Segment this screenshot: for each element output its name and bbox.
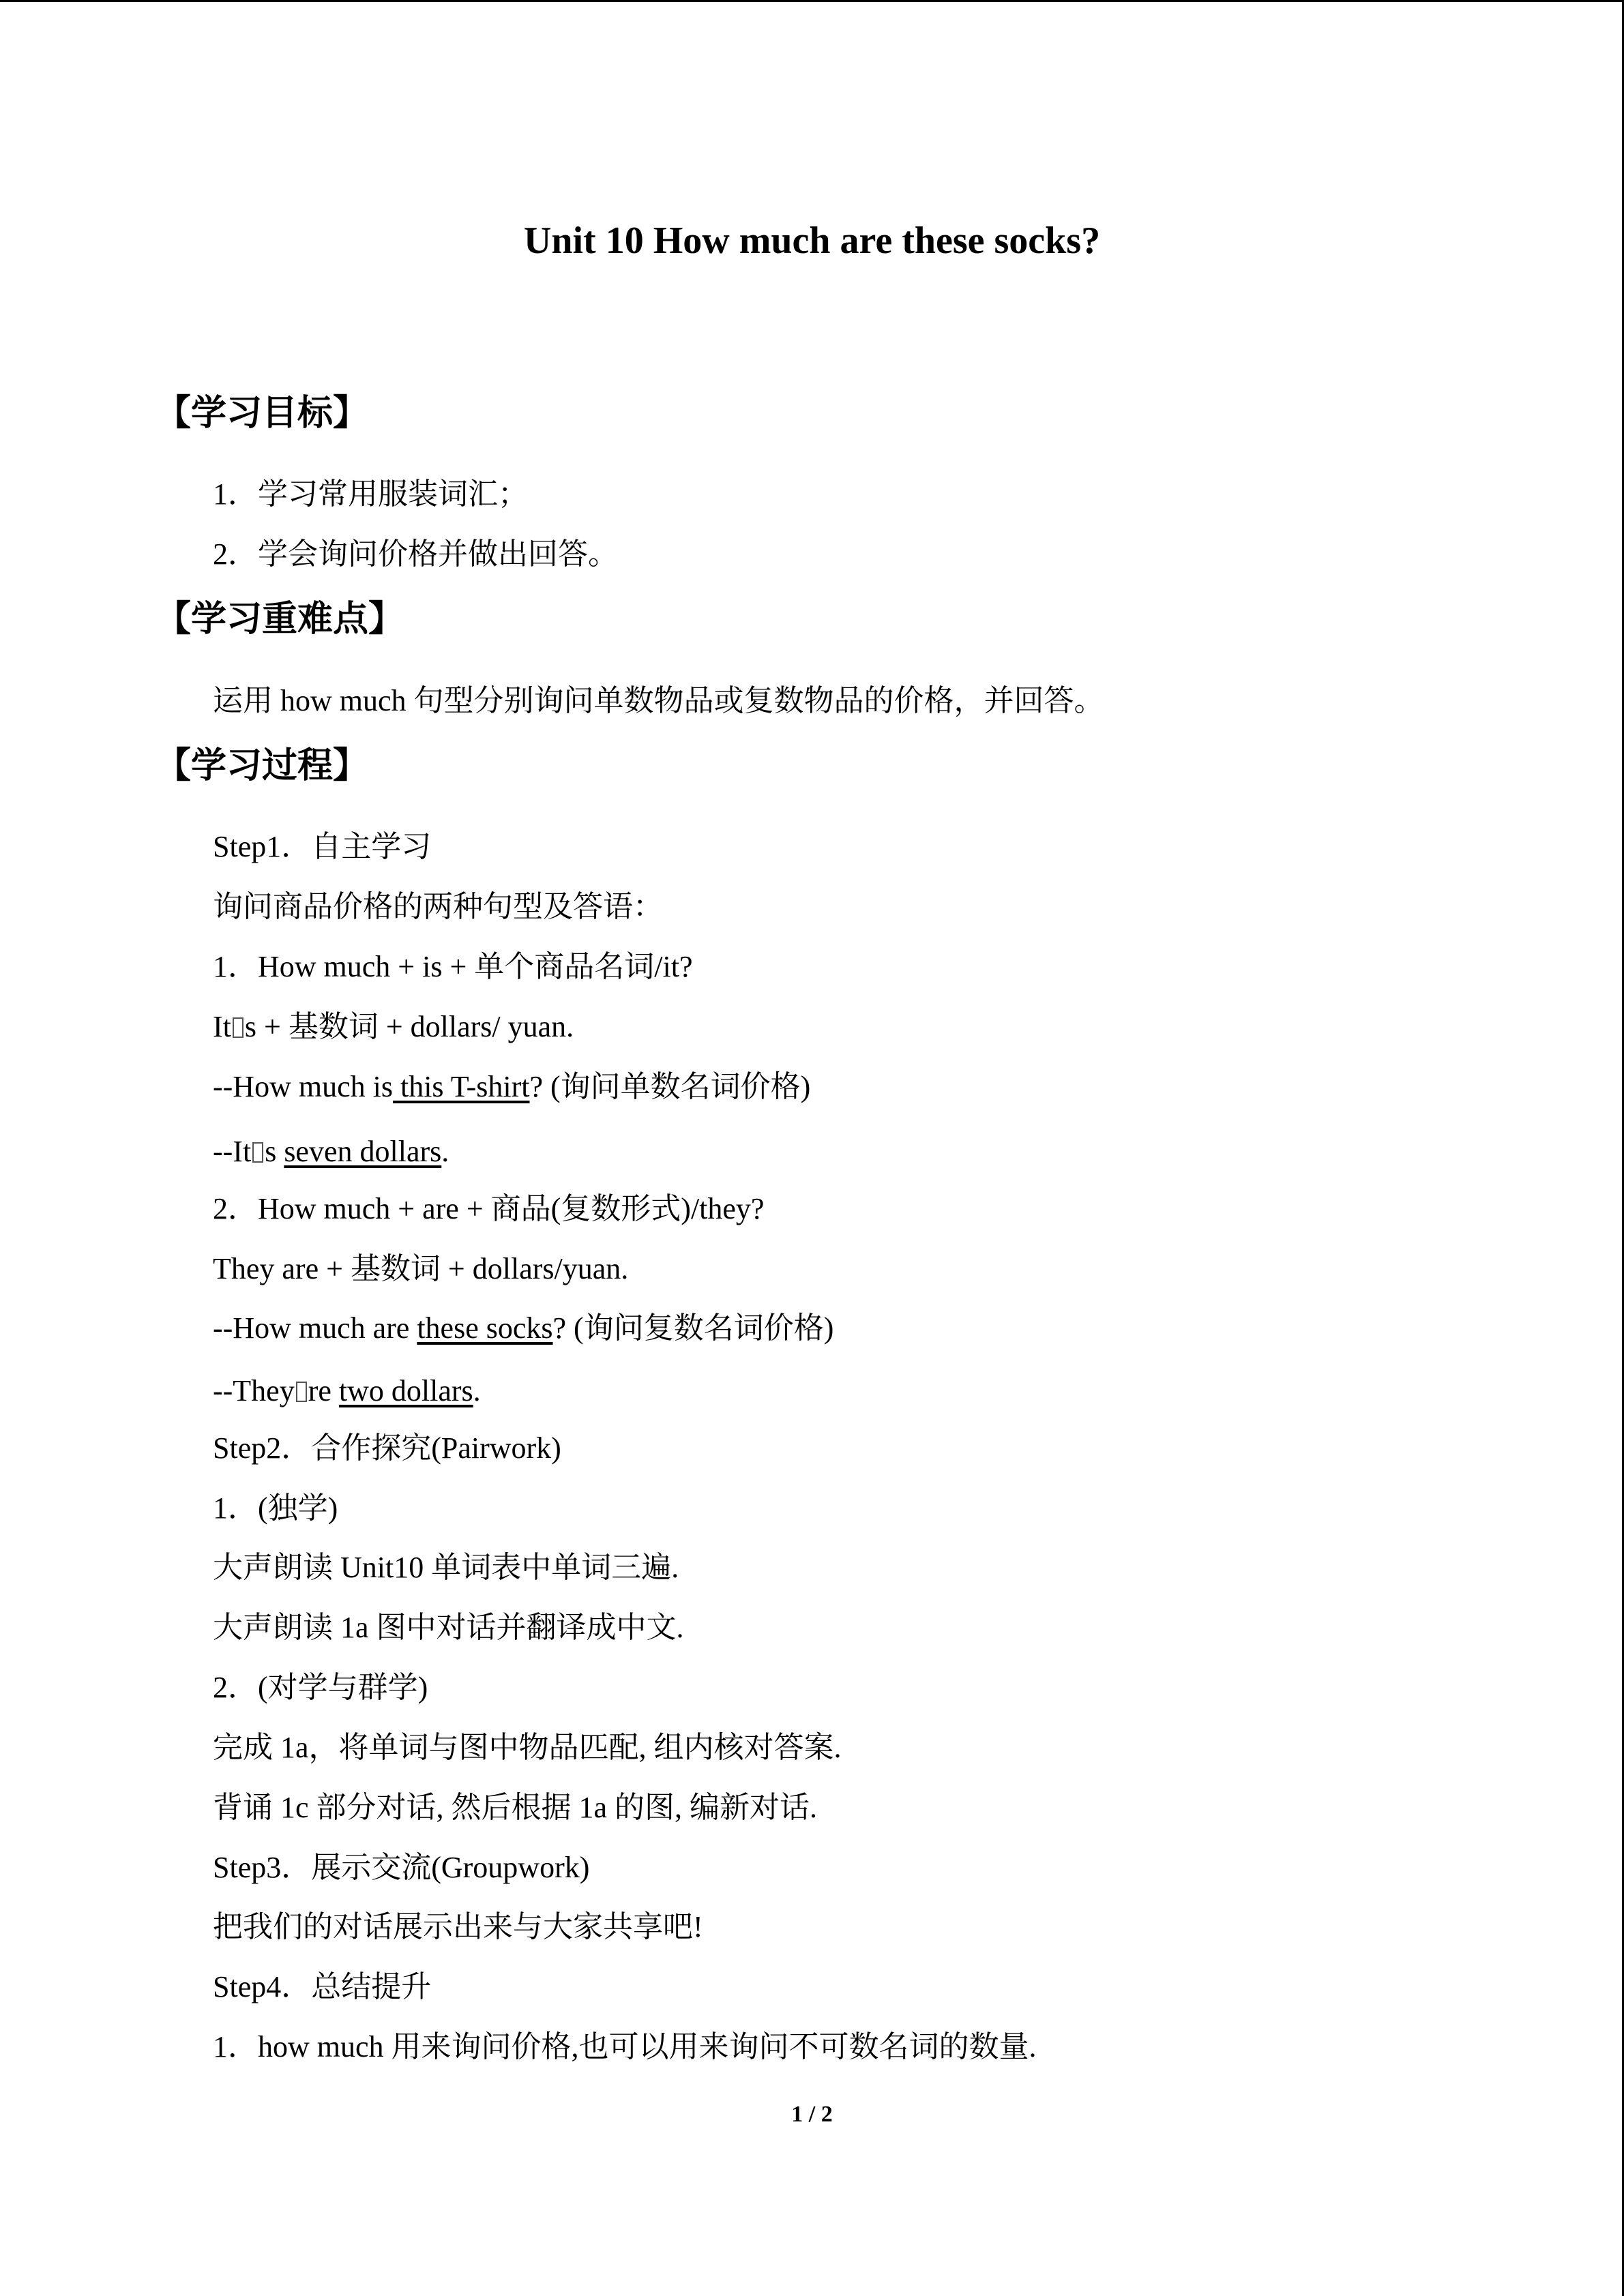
step2-line-4: 背诵 1c 部分对话, 然后根据 1a 的图, 编新对话.: [213, 1791, 818, 1824]
missing-glyph-box: [296, 1382, 307, 1402]
example-1-answer-underlined: seven dollars: [284, 1135, 442, 1168]
step2-title: Step2．合作探究(Pairwork): [213, 1431, 561, 1465]
pattern-2: 2．How much + are + 商品(复数形式)/they?: [213, 1192, 765, 1225]
example-1-answer: [213, 1133, 449, 1171]
example-1-answer-mid: s: [265, 1135, 284, 1168]
pattern-1: 1．How much + is + 单个商品名词/it?: [213, 950, 693, 983]
step1-title: Step1．自主学习: [213, 830, 432, 863]
example-2-question-pre: --How much are: [213, 1311, 417, 1345]
page-number: 1 / 2: [791, 2102, 833, 2127]
example-1-question-pre: --How much is: [213, 1070, 393, 1103]
answer-1-part-b: s + 基数词 + dollars/ yuan.: [244, 1010, 574, 1043]
key-points-text: 运用 how much 句型分别询问单数物品或复数物品的价格，并回答。: [213, 684, 1104, 717]
example-1-question: [213, 1068, 810, 1106]
example-2-answer-underlined: two dollars: [338, 1374, 473, 1407]
missing-glyph-box: [233, 1017, 243, 1038]
example-1-answer-pre: --It: [213, 1135, 252, 1168]
example-2-answer-mid: re: [308, 1374, 339, 1407]
example-2-answer: [213, 1372, 481, 1410]
step2-line-3: 完成 1a，将单词与图中物品匹配, 组内核对答案.: [213, 1731, 842, 1764]
example-2-answer-post: .: [473, 1374, 481, 1407]
step4-line-1: 1．how much 用来询问价格,也可以用来询问不可数名词的数量.: [213, 2030, 1037, 2063]
step4-title: Step4．总结提升: [213, 1970, 432, 2003]
page-top-border: [0, 0, 1624, 2]
answer-1: [213, 1008, 574, 1046]
step2-sub-1: 1．(独学): [213, 1491, 338, 1525]
example-2-answer-pre: --They: [213, 1374, 295, 1407]
step2-sub-2: 2．(对学与群学): [213, 1671, 428, 1704]
heading-learning-goals: 【学习目标】: [156, 393, 369, 434]
heading-key-points: 【学习重难点】: [156, 599, 404, 640]
example-2-question-underlined: these socks: [417, 1311, 553, 1345]
document-title: Unit 10 How much are these socks?: [523, 220, 1101, 262]
answer-1-part-a: It: [213, 1010, 231, 1043]
step3-line-1: 把我们的对话展示出来与大家共享吧!: [213, 1910, 703, 1943]
example-1-answer-post: .: [441, 1135, 449, 1168]
goal-item-1: 1．学习常用服装词汇；: [213, 477, 528, 511]
example-2-question: [213, 1309, 833, 1347]
missing-glyph-box: [252, 1142, 263, 1163]
answer-2: They are + 基数词 + dollars/yuan.: [213, 1252, 629, 1285]
step3-title: Step3．展示交流(Groupwork): [213, 1851, 590, 1884]
step2-line-1: 大声朗读 Unit10 单词表中单词三遍.: [213, 1551, 679, 1584]
goal-item-2: 2．学会询问价格并做出回答。: [213, 537, 618, 571]
heading-learning-process: 【学习过程】: [156, 745, 369, 786]
step2-line-2: 大声朗读 1a 图中对话并翻译成中文.: [213, 1611, 684, 1644]
example-2-question-post: ? (询问复数名词价格): [552, 1311, 834, 1345]
step1-intro: 询问商品价格的两种句型及答语：: [213, 890, 663, 923]
example-1-question-post: ? (询问单数名词价格): [529, 1070, 811, 1103]
example-1-question-underlined: this T-shirt: [392, 1070, 530, 1103]
